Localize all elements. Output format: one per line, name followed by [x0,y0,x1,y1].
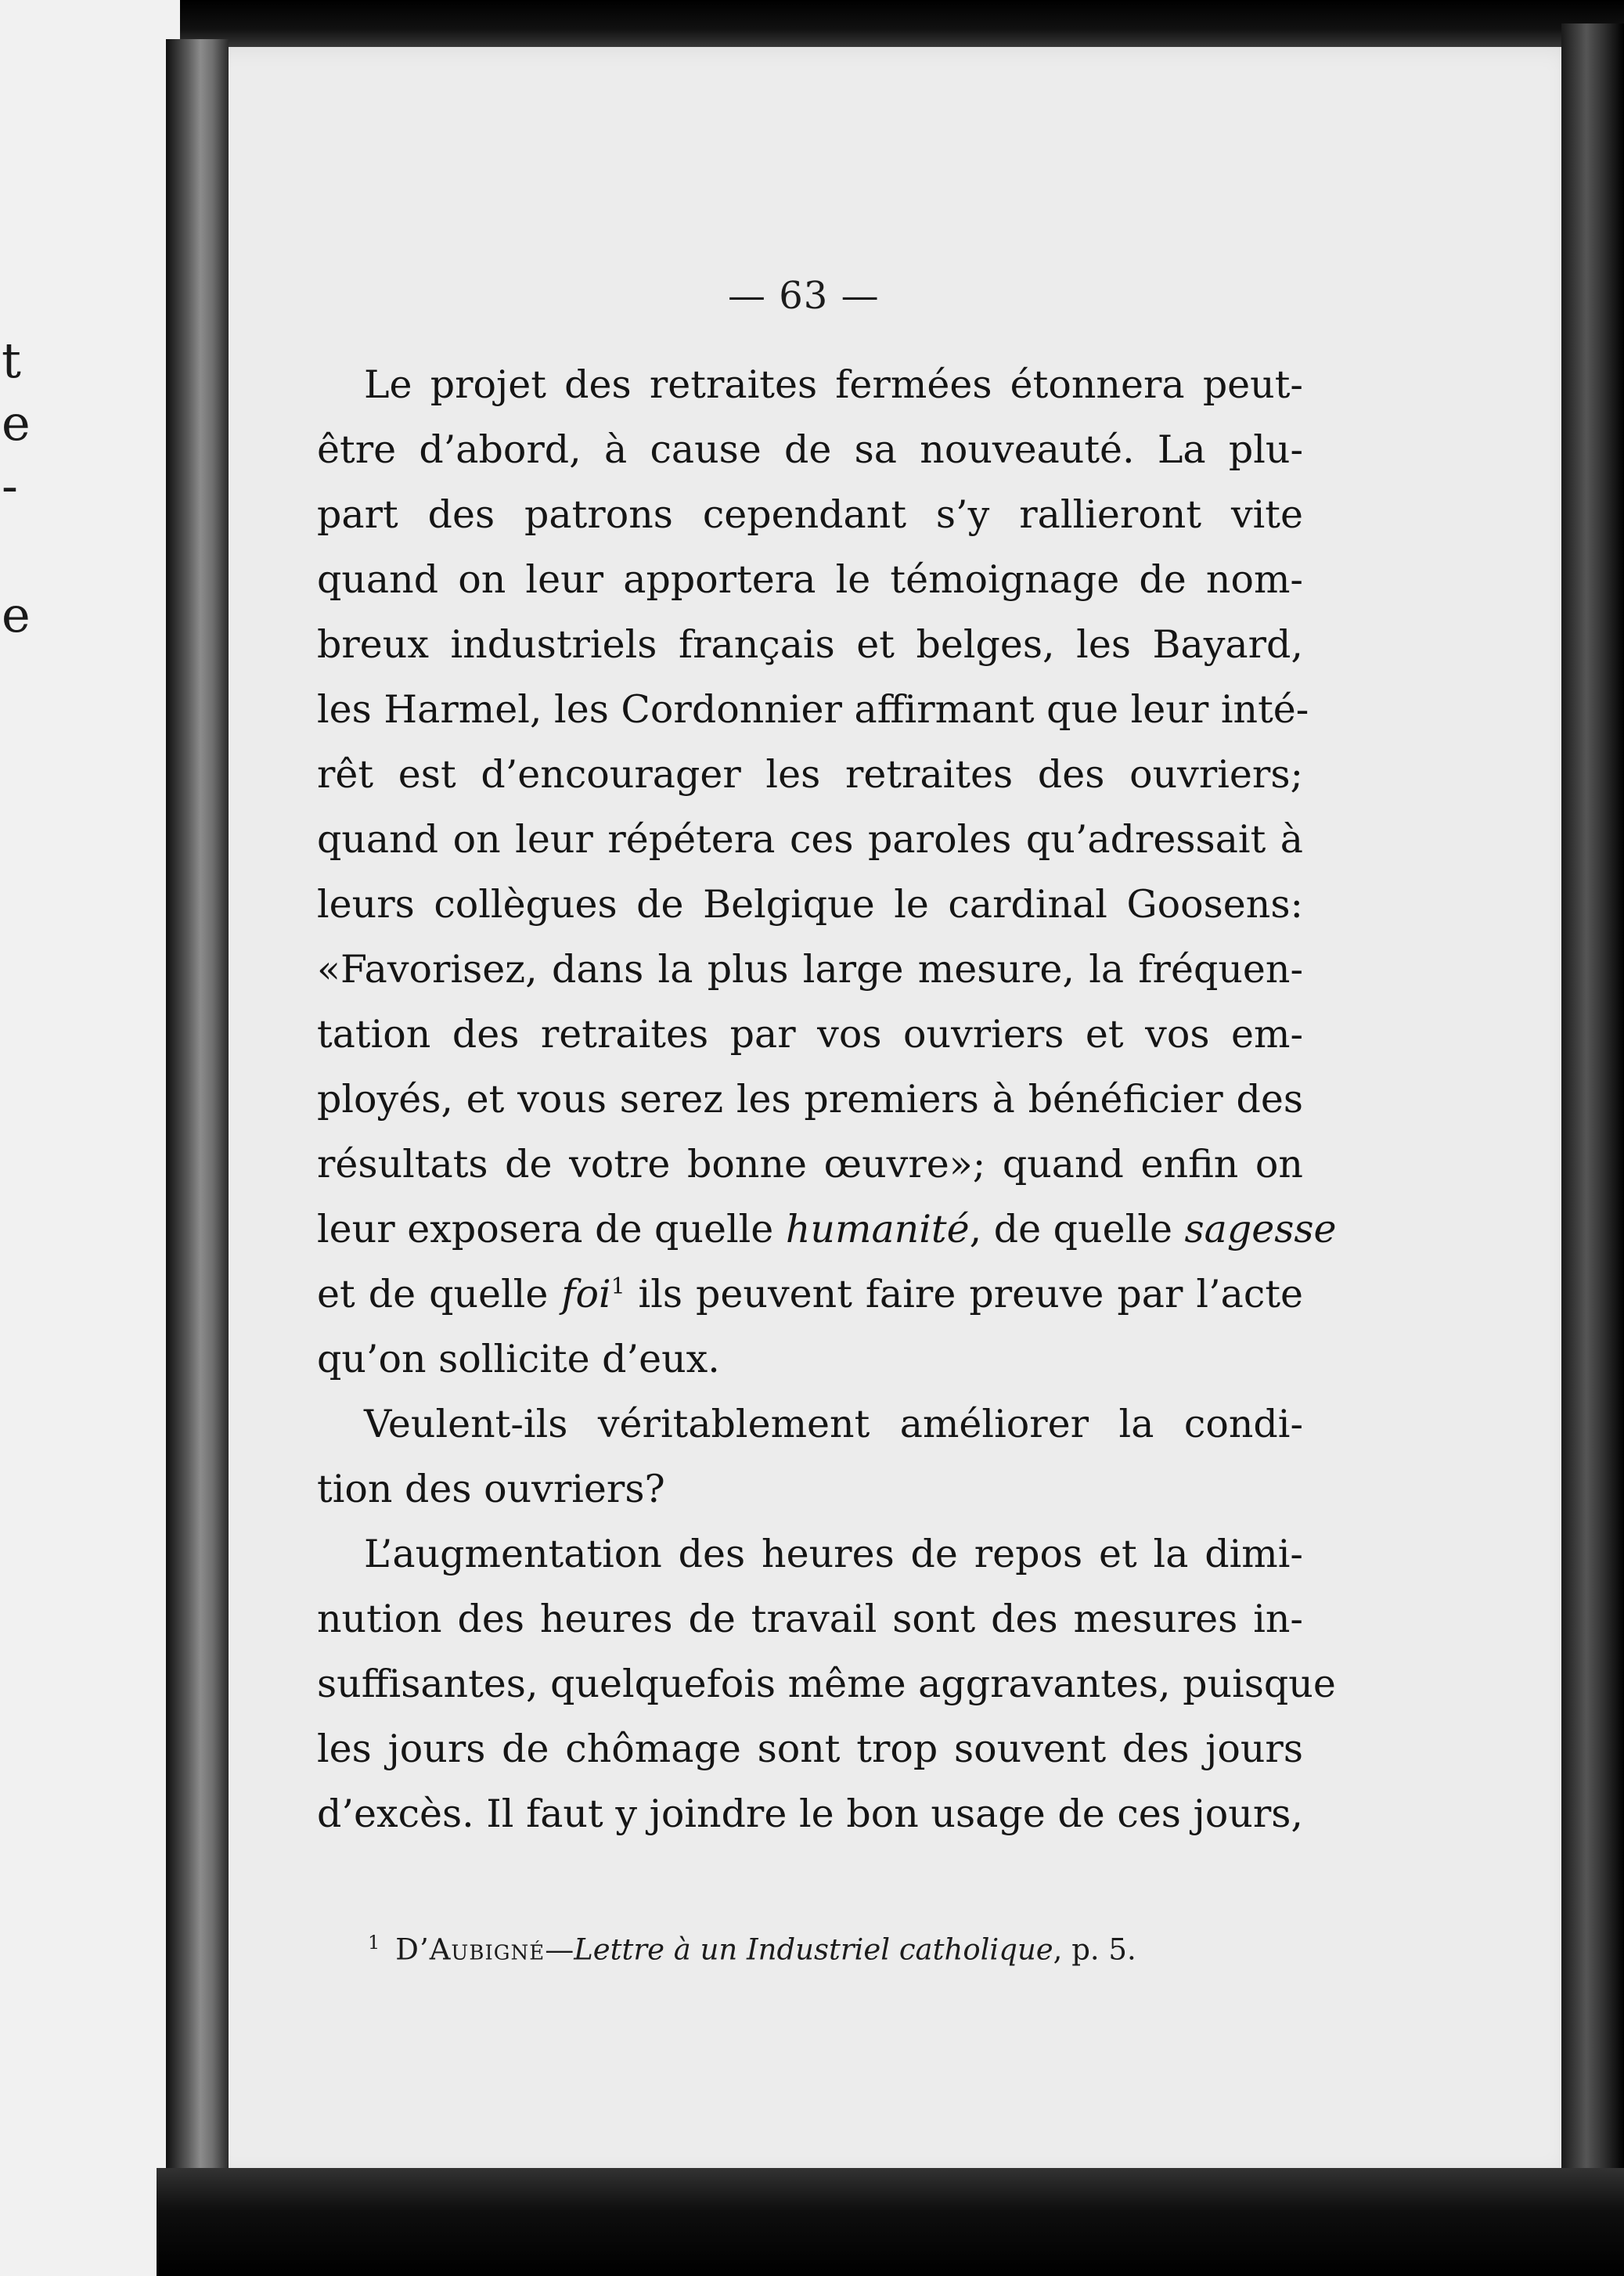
text-run: ils peuvent faire preuve par l’acte [625,1272,1304,1316]
text-line: quand on leur répétera ces paroles qu’adressait à [317,817,1303,862]
text-line: nution des heures de travail sont des mesures in- [317,1597,1303,1641]
text-line: ployés, et vous serez les premiers à bénéficier des [317,1077,1303,1122]
footnote-reference[interactable]: 1 [610,1273,625,1299]
emphasis-sagesse: sagesse [1184,1207,1337,1251]
text-line: d’excès. Il faut y joindre le bon usage de ces jours, [317,1792,1303,1836]
text-line: Veulent-ils véritablement améliorer la condi- [364,1402,1303,1446]
text-line: les jours de chômage sont trop souvent des jours [317,1727,1303,1771]
footnote-title: Lettre à un Industriel catholique [574,1932,1053,1967]
footnote [368,1932,1136,1966]
text-line: tation des retraites par vos ouvriers et vos em- [317,1012,1303,1057]
bottom-edge [157,2168,1624,2276]
facing-page-edge [0,0,180,2276]
text-line: résultats de votre bonne œuvre»; quand enfin on [317,1142,1303,1187]
facing-page-fragment: t [2,332,21,389]
text-line [317,1197,1337,1262]
text-line: rêt est d’encourager les retraites des ouvriers; [317,752,1303,797]
right-edge [1561,23,1624,2231]
footnote-dash: — [545,1932,574,1967]
text-run: leur exposera de quelle [317,1207,786,1251]
page-number: — 63 — [728,274,880,318]
text-line: leurs collègues de Belgique le cardinal Goosens: [317,882,1303,927]
facing-page-fragment: - [2,457,18,514]
text-line: L’augmentation des heures de repos et la dimi- [364,1532,1303,1576]
footnote-author: D’Aubigné [395,1932,546,1967]
footnote-page: , p. 5. [1053,1932,1136,1967]
emphasis-humanite: humanité [785,1207,970,1251]
facing-page-fragment: e [2,586,31,643]
text-line: suffisantes, quelquefois même aggravantes, puisque [317,1662,1336,1706]
text-line: qu’on sollicite d’eux. [317,1337,720,1381]
text-run: et de quelle [317,1272,562,1316]
facing-page-fragment: e [2,394,31,452]
top-edge [180,0,1624,49]
text-line: tion des ouvriers? [317,1467,665,1511]
text-line: «Favorisez, dans la plus large mesure, la fréquen- [317,947,1303,992]
text-line: quand on leur apportera le témoignage de nom- [317,557,1303,602]
text-line: les Harmel, les Cordonnier affirmant que leur inté- [317,687,1309,732]
text-line [317,1262,1303,1327]
text-line: part des patrons cependant s’y rallieront vite [317,492,1303,537]
text-line: breux industriels français et belges, les Bayard, [317,622,1303,667]
body-text [317,352,1337,1846]
emphasis-foi: foi [561,1272,611,1316]
book-gutter [166,39,229,2168]
footnote-mark: 1 [368,1932,380,1954]
text-run: , de quelle [969,1207,1185,1251]
text-line: Le projet des retraites fermées étonnera peut- [364,362,1303,407]
text-line: être d’abord, à cause de sa nouveauté. La plu- [317,427,1303,472]
